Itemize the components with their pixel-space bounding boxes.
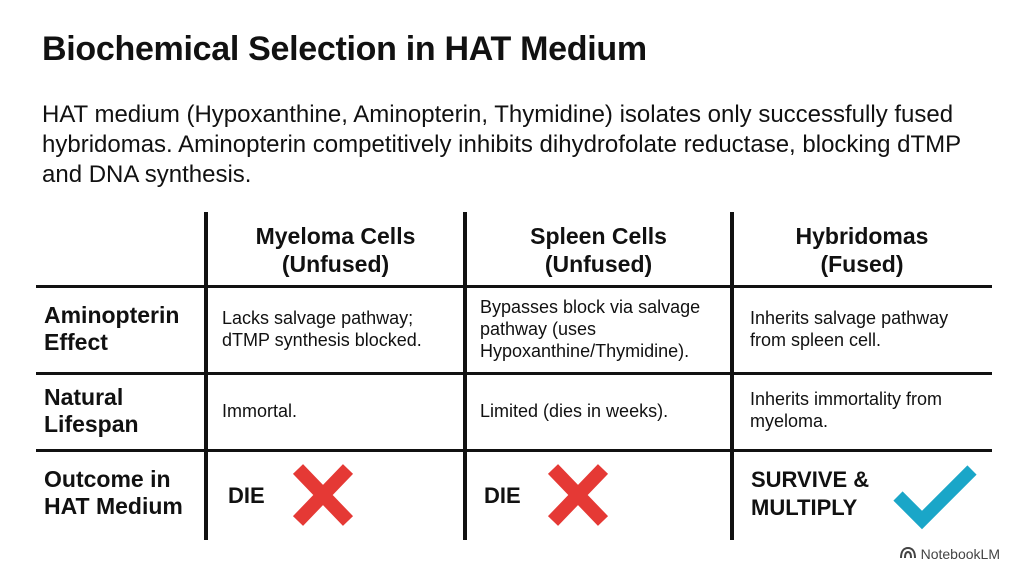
cell-myeloma-lifespan: Immortal. (222, 401, 298, 421)
cell-spleen-lifespan: Limited (dies in weeks). (480, 401, 669, 421)
row-label-aminopterin-effect: Aminopterin Effect (44, 302, 180, 355)
notebooklm-logo-icon (900, 546, 916, 562)
table-divider-h1 (36, 285, 992, 288)
table-divider-h2 (36, 372, 992, 375)
column-header-myeloma: Myeloma Cells (Unfused) (255, 223, 416, 277)
column-header-spleen: Spleen Cells (Unfused) (530, 223, 667, 277)
cell-spleen-aminopterin: Bypasses block via salvage pathway (uses Hypoxanthine/Thymidine). (480, 297, 701, 361)
page-title: Biochemical Selection in HAT Medium (42, 30, 647, 68)
outcome-hybridomas-text: SURVIVE & MULTIPLY (751, 467, 870, 520)
outcome-myeloma-text: DIE (228, 483, 265, 508)
intro-paragraph: HAT medium (Hypoxanthine, Aminopterin, Thymidine) isolates only successfully fused hybridomas. Aminopterin competitively inhibits dihydrofolate reductase, blocking dTMP and DNA synthesis. (42, 101, 961, 188)
outcome-spleen-text: DIE (484, 483, 521, 508)
row-label-natural-lifespan: Natural Lifespan (44, 384, 139, 437)
cell-myeloma-aminopterin: Lacks salvage pathway; dTMP synthesis blocked. (222, 308, 422, 350)
footer-brand-label: NotebookLM (920, 546, 1000, 562)
cross-icon (288, 459, 358, 536)
checkmark-icon (892, 462, 978, 535)
cell-hybridomas-lifespan: Inherits immortality from myeloma. (750, 389, 943, 431)
cross-icon (543, 459, 613, 536)
cell-hybridomas-aminopterin: Inherits salvage pathway from spleen cell. (750, 308, 949, 350)
column-header-hybridomas: Hybridomas (Fused) (795, 223, 929, 277)
footer-brand (900, 546, 1000, 562)
table-divider-h3 (36, 449, 992, 452)
row-label-outcome: Outcome in HAT Medium (44, 466, 183, 519)
